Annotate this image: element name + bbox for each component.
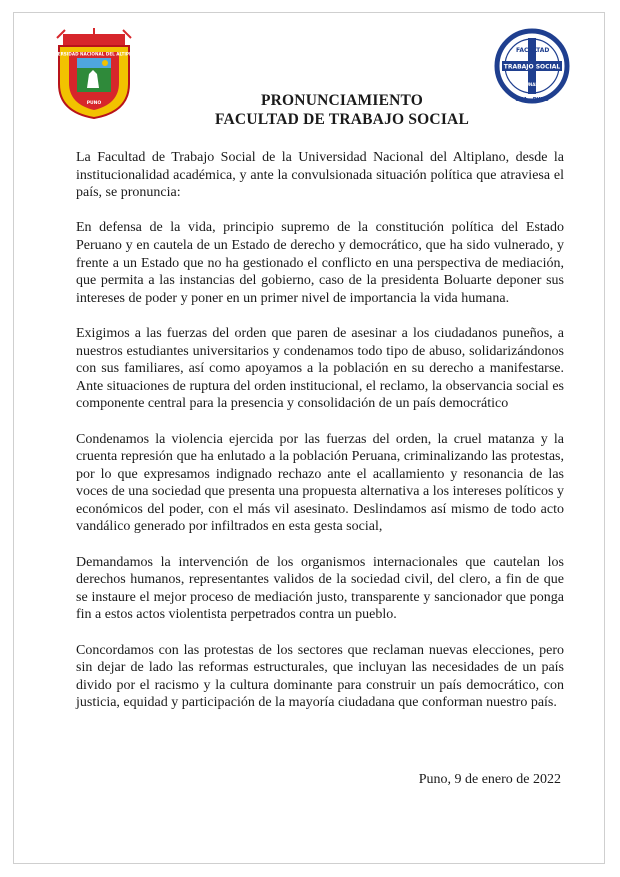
- paragraph-demandamos: Demandamos la intervención de los organismos internacionales que cautelan los derechos humanos, representantes validos de la sociedad civil, del clero, a fin de que se instaure el mejor proceso de mediación justo, transparente y sancionador que ponga fin a estos actos violentista perpetrados contra un pueblo.: [76, 554, 564, 623]
- paragraph-concordamos: Concordamos con las protestas de los sectores que reclaman nuevas elecciones, pero sin dejar de lado las reformas estructurales, que incluyan las necesidades de un país divido por el racismo y la cultura dominante para construir un país democrático, con justicia, equidad y participación de la mayoría ciudadana que conforman nuestro país.: [76, 642, 564, 711]
- paragraph-exigimos: Exigimos a las fuerzas del orden que paren de asesinar a los ciudadanos puneños, a nuestros estudiantes universitarios y condenamos todo tipo de abuso, solidarizándonos con sus familiares, así como apoyamos a la población en su derecho a manifestarse. Ante situaciones de ruptura del orden institucional, el reclamo, la observancia social es componente central para la presencia y consolidación de un país democrático: [76, 325, 564, 412]
- document-body: [76, 149, 564, 730]
- crest-banner-top: [63, 34, 125, 46]
- paragraph-defensa: En defensa de la vida, principio supremo de la constitución política del Estado Peruano y en cautela de un Estado de derecho y democrático, que ha sido vulnerado, y frente a un Estado que no ha gestionado el conflicto en una perspectiva de mediación, que permita a las instancias del gobierno, caso de la presidenta Boluarte deponer sus intereses de poder y poner en un primer nivel de importancia la vida humana.: [76, 220, 564, 306]
- paragraph-intro: La Facultad de Trabajo Social de la Universidad Nacional del Altiplano, desde la institucionalidad académica, y ante la convulsionada situación política que atraviesa el país, se pronuncia:: [76, 150, 564, 201]
- sun-icon: [102, 60, 108, 66]
- seal-middle-text: TRABAJO SOCIAL: [503, 63, 561, 71]
- crest-top-text: UNIVERSIDAD NACIONAL DEL ALTIPLANO: [46, 51, 142, 57]
- seal-top-text: FACULTAD: [516, 47, 550, 54]
- seal-cross-text: UNAP: [525, 82, 539, 87]
- document-title: [0, 91, 620, 129]
- title-line-2: FACULTAD DE TRABAJO SOCIAL: [215, 111, 469, 128]
- place-date-signoff: Puno, 9 de enero de 2022: [418, 772, 561, 787]
- paragraph-condenamos: Condenamos la violencia ejercida por las fuerzas del orden, la cruel matanza y la cruenta represión que ha enlutado a la población Peruana, criminalizando las protestas, por lo que expresamos indignado rechazo ante el acallamiento y resonancia de las voces de una sociedad que presenta una propuesta alternativa a los intereses políticos y económicos del poder, con el más vil asesinato. Deslindamos así mismo de todo acto vandálico generado por infiltrados en esta gesta social,: [76, 431, 564, 535]
- seal-bottom-text: UNA - PUNO: [515, 97, 549, 103]
- title-line-1: PRONUNCIAMIENTO: [260, 92, 424, 109]
- crest-bottom-text: PUNO: [86, 101, 102, 106]
